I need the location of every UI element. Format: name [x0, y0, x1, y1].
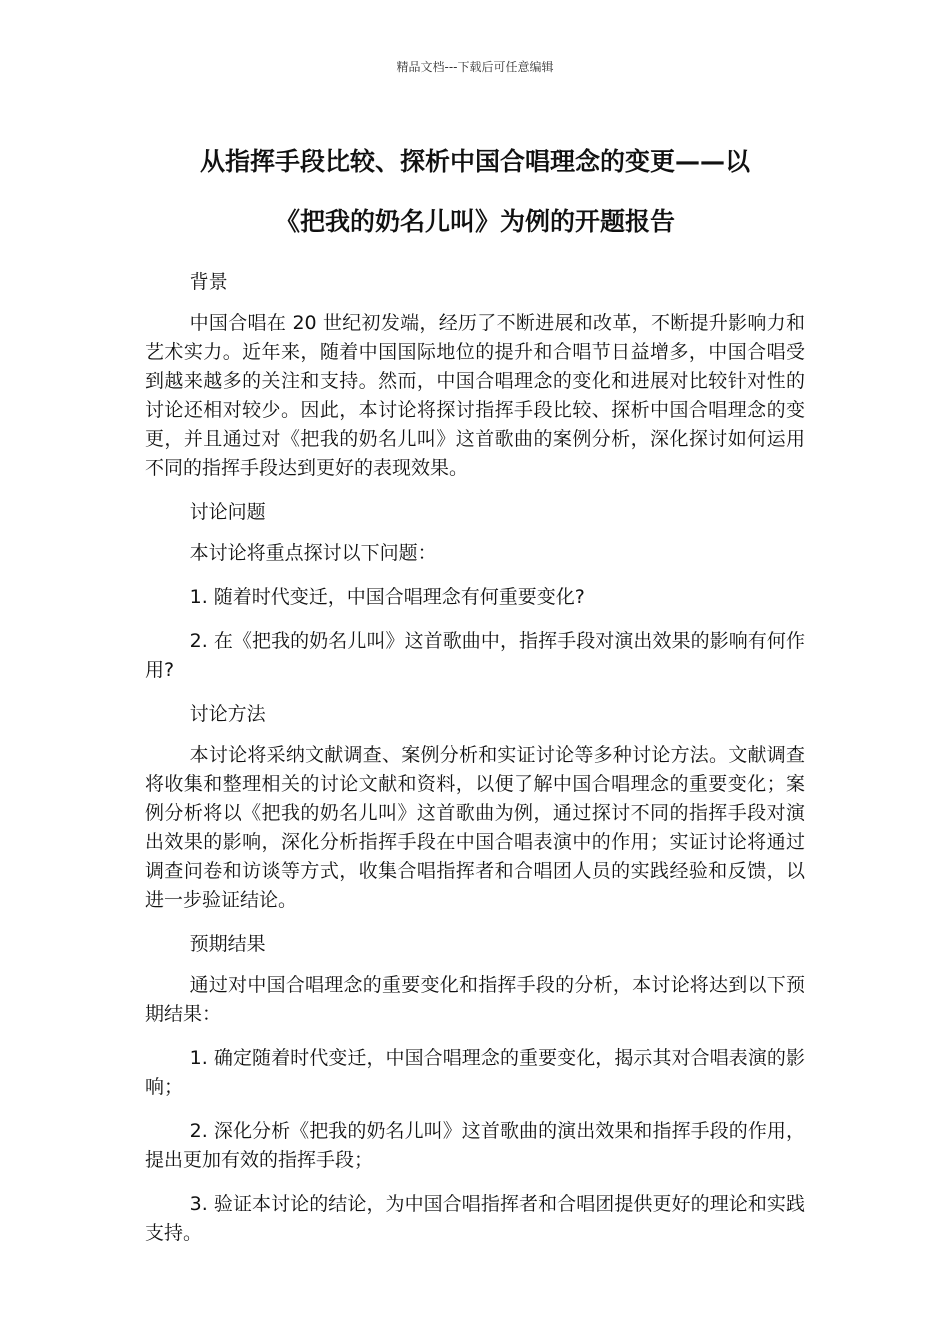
document-title — [145, 132, 805, 252]
page-header: 精品文档---下载后可任意编辑 — [396, 60, 554, 74]
questions-intro: 本讨论将重点探讨以下问题： — [189, 542, 437, 564]
section-heading-results: 预期结果 — [189, 933, 266, 955]
background-paragraph: 中国合唱在 20 世纪初发端，经历了不断进展和改革，不断提升影响力和艺术实力。近年来，随着中国国际地位的提升和合唱节日益增多，中国合唱受到越来越多的关注和支持。然而，中国合唱理念的变化和进展对比较针对性的讨论还相对较少。因此，本讨论将探讨指挥手段比较、探析中国合唱理念的变更，并且通过对《把我的奶名儿叫》这首歌曲的案例分析，深化探讨如何运用不同的指挥手段达到更好的表现效果。 — [145, 312, 805, 479]
results-intro: 通过对中国合唱理念的重要变化和指挥手段的分析，本讨论将达到以下预期结果： — [145, 974, 805, 1025]
title-line-2: 《把我的奶名儿叫》为例的开题报告 — [274, 207, 675, 236]
result-item-2: 2. 深化分析《把我的奶名儿叫》这首歌曲的演出效果和指挥手段的作用，提出更加有效的指挥手段； — [145, 1120, 805, 1171]
question-item-1: 1. 随着时代变迁，中国合唱理念有何重要变化? — [189, 586, 585, 608]
question-item-2: 2. 在《把我的奶名儿叫》这首歌曲中，指挥手段对演出效果的影响有何作用? — [145, 630, 805, 681]
section-heading-questions: 讨论问题 — [189, 501, 266, 523]
title-line-1: 从指挥手段比较、探析中国合唱理念的变更——以 — [199, 147, 750, 176]
section-heading-methods: 讨论方法 — [189, 703, 266, 725]
result-item-3: 3. 验证本讨论的结论，为中国合唱指挥者和合唱团提供更好的理论和实践支持。 — [145, 1193, 805, 1244]
result-item-1: 1. 确定随着时代变迁，中国合唱理念的重要变化，揭示其对合唱表演的影响； — [145, 1047, 805, 1098]
section-heading-background: 背景 — [189, 271, 228, 293]
methods-paragraph: 本讨论将采纳文献调查、案例分析和实证讨论等多种讨论方法。文献调查将收集和整理相关的讨论文献和资料，以便了解中国合唱理念的重要变化；案例分析将以《把我的奶名儿叫》这首歌曲为例，通过探讨不同的指挥手段对演出效果的影响，深化分析指挥手段在中国合唱表演中的作用；实证讨论将通过调查问卷和访谈等方式，收集合唱指挥者和合唱团人员的实践经验和反馈，以进一步验证结论。 — [145, 744, 805, 911]
document-body — [145, 268, 805, 1263]
